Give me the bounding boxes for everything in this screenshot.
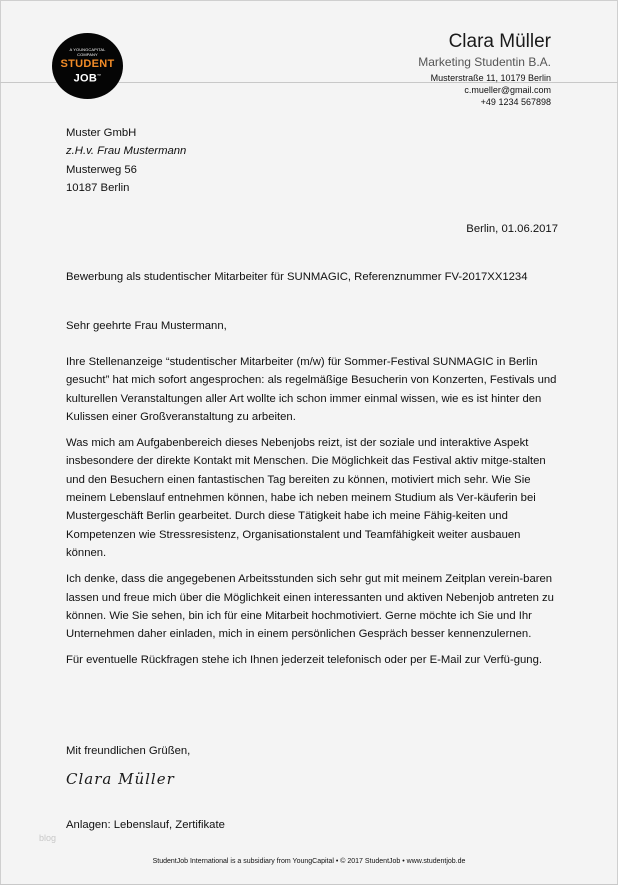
sender-block	[418, 30, 551, 108]
recipient-attention: z.H.v. Frau Mustermann	[66, 145, 187, 158]
letter-date: Berlin, 01.06.2017	[466, 223, 558, 235]
recipient-block	[66, 124, 566, 197]
logo-tagline: A YOUNGCAPITAL COMPANY	[69, 47, 106, 58]
letter-closing: Mit freundlichen Grüßen,	[66, 745, 191, 757]
body-paragraph: Für eventuelle Rückfragen stehe ich Ihnen jederzeit telefonisch oder per E-Mail zur Verfü-gung.	[66, 654, 542, 667]
studentjob-logo	[52, 33, 123, 99]
logo-job-text	[74, 70, 102, 85]
recipient-company: Muster GmbH	[66, 127, 137, 139]
logo-job-word: JOB	[73, 72, 98, 85]
body-paragraph: Ihre Stellenanzeige “studentischer Mitarbeiter (m/w) für Sommer-Festival SUNMAGIC in Berlin gesucht” hat mich sofort angesprochen: als regelmäßige Besucherin von Konzerten, Festivals und kulturellen Veranstaltungen aller Art wollte ich schon immer einmal wissen, wie es ist hinter den Kulissen einer Großveranstaltung zu arbeiten.	[66, 356, 557, 423]
letter-subject: Bewerbung als studentischer Mitarbeiter für SUNMAGIC, Referenznummer FV-2017XX1234	[66, 271, 528, 283]
sender-phone: +49 1234 567898	[480, 97, 551, 107]
logo-student-text: STUDENT	[60, 58, 115, 71]
recipient-city: 10187 Berlin	[66, 181, 130, 194]
sender-contact	[418, 72, 551, 108]
letter-attachments: Anlagen: Lebenslauf, Zertifikate	[66, 819, 225, 831]
logo-trademark: ™	[97, 73, 102, 79]
sender-address: Musterstraße 11, 10179 Berlin	[430, 73, 551, 83]
recipient-street: Musterweg 56	[66, 163, 137, 176]
body-paragraph: Ich denke, dass die angegebenen Arbeitsstunden sich sehr gut mit meinem Zeitplan verein-baren lassen und freue mich über die Möglichkeit einen interessanten und aktiven Nebenjob antreten zu können. Wie Sie sehen, bin ich für eine Mitarbeit hochmotiviert. Gerne möchte ich Sie und Ihr Unternehmen daher einladen, mich in einem persönlichen Gespräch besser kennenzulernen.	[66, 573, 554, 641]
sender-title: Marketing Studentin B.A.	[418, 55, 551, 69]
sender-name: Clara Müller	[448, 31, 551, 52]
letter-body	[66, 353, 558, 678]
letter-salutation: Sehr geehrte Frau Mustermann,	[66, 320, 227, 332]
handwritten-signature: Clara Müller	[66, 770, 175, 788]
page-footer: StudentJob International is a subsidiary from YoungCapital • © 2017 StudentJob • www.studentjob.de	[152, 858, 466, 865]
watermark: blog	[39, 833, 57, 843]
body-paragraph: Was mich am Aufgabenbereich dieses Nebenjobs reizt, ist der soziale und interaktive Aspekt insbesondere der direkte Kontakt mit Menschen. Die Möglichkeit das Festival aktiv mitge-stalten und den Besuchern einen fantastischen Tag bereiten zu können, motiviert mich sehr. Wie Sie meinem Lebenslauf entnehmen können, habe ich neben meinem Studium als Ver-käuferin bei Mustergeschäft Berlin gearbeitet. Durch diese Tätigkeit habe ich meine Fähig-keiten und Kompetenzen wie Stressresistenz, Organisationstalent und Teamfähigkeit weiter ausbauen können.	[66, 437, 546, 559]
sender-email: c.mueller@gmail.com	[464, 85, 551, 95]
